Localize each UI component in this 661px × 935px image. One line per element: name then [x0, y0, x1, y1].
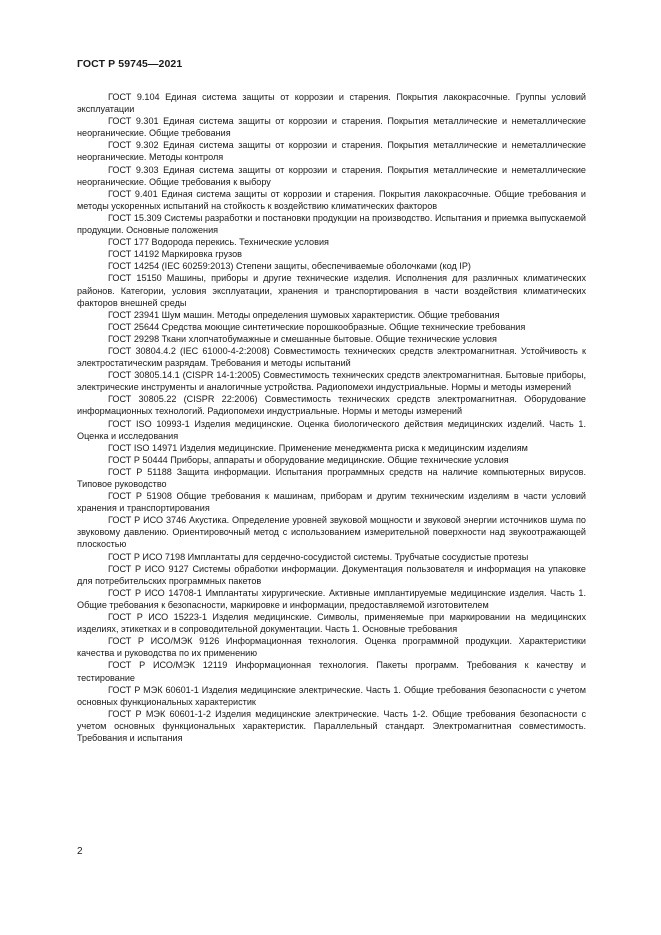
reference-item: ГОСТ Р ИСО/МЭК 9126 Информационная технология. Оценка программной продукции. Характеристики качества и руководства по их применению: [77, 636, 586, 659]
reference-item: ГОСТ 14254 (IEC 60259:2013) Степени защиты, обеспечиваемые оболочками (код IP): [108, 261, 471, 272]
reference-item: ГОСТ 29298 Ткани хлопчатобумажные и смешанные бытовые. Общие технические условия: [108, 333, 497, 344]
reference-item: ГОСТ Р ИСО 15223-1 Изделия медицинские. Символы, применяемые при маркировании на медицинских изделиях, этикетках и в сопроводительной документации. Часть 1. Основные требования: [77, 612, 586, 635]
document-header: ГОСТ Р 59745—2021: [77, 58, 183, 70]
reference-item: ГОСТ Р ИСО 9127 Системы обработки информации. Документация пользователя и информация на упаковке для потребительских программных пакетов: [77, 563, 586, 586]
page-number: 2: [77, 846, 83, 857]
reference-item: ГОСТ Р ИСО 14708-1 Имплантаты хирургические. Активные имплантируемые медицинские изделия. Часть 1. Общие требования к безопасности, маркировке и информации, предоставляемой изготовителем: [77, 587, 586, 610]
reference-item: ГОСТ Р 51908 Общие требования к машинам, приборам и другим техническим изделиям в части условий хранения и транспортирования: [77, 491, 586, 514]
reference-item: ГОСТ 30804.4.2 (IEC 61000-4-2:2008) Совместимость технических средств электромагнитная. Устойчивость к электростатическим разрядам. Требования и методы испытаний: [77, 345, 586, 369]
reference-item: ГОСТ ISO 10993-1 Изделия медицинские. Оценка биологического действия медицинских изделий. Часть 1. Оценка и исследования: [77, 418, 586, 441]
reference-item: ГОСТ Р ИСО/МЭК 12119 Информационная технология. Пакеты программ. Требования к качеству и тестирование: [77, 660, 586, 683]
reference-item: ГОСТ 177 Водорода перекись. Технические условия: [108, 237, 329, 248]
reference-item: ГОСТ 15.309 Системы разработки и постановки продукции на производство. Испытания и приемка выпускаемой продукции. Основные положения: [77, 212, 586, 236]
reference-item: ГОСТ 14192 Маркировка грузов: [108, 249, 242, 260]
reference-item: ГОСТ Р 50444 Приборы, аппараты и оборудование медицинские. Общие технические условия: [108, 454, 509, 465]
reference-item: ГОСТ Р МЭК 60601-1 Изделия медицинские электрические. Часть 1. Общие требования безопасности с учетом основных функциональных характеристик: [77, 684, 586, 707]
normative-references: [77, 91, 586, 744]
reference-item: ГОСТ 9.301 Единая система защиты от коррозии и старения. Покрытия металлические и неметаллические неорганические. Общие требования: [77, 116, 586, 139]
reference-item: ГОСТ 23941 Шум машин. Методы определения шумовых характеристик. Общие требования: [108, 309, 500, 320]
reference-item: ГОСТ Р ИСО 7198 Имплантаты для сердечно-сосудистой системы. Трубчатые сосудистые протезы: [108, 551, 529, 562]
reference-item: ГОСТ 30805.22 (CISPR 22:2006) Совместимость технических средств электромагнитная. Оборудование информационных технологий. Радиопомехи индустриальные. Нормы и методы измерений: [77, 394, 586, 417]
reference-item: ГОСТ 15150 Машины, приборы и другие технические изделия. Исполнения для различных климатических районов. Категории, условия эксплуатации, хранения и транспортирования в части воздействия климатических факторов внешней среды: [77, 273, 586, 308]
reference-item: ГОСТ 9.401 Единая система защиты от коррозии и старения. Покрытия лакокрасочные. Общие требования и методы ускоренных испытаний на стойкость к воздействию климатических факторов: [77, 188, 586, 211]
reference-item: ГОСТ 9.104 Единая система защиты от коррозии и старения. Покрытия лакокрасочные. Группы условий эксплуатации: [77, 92, 586, 115]
reference-item: ГОСТ 9.302 Единая система защиты от коррозии и старения. Покрытия металлические и неметаллические неорганические. Методы контроля: [77, 140, 586, 163]
reference-item: ГОСТ 30805.14.1 (CISPR 14-1:2005) Совместимость технических средств электромагнитная. Бытовые приборы, электрические инструменты и аналогичные устройства. Радиопомехи индустриальные. Нормы и методы измерений: [77, 370, 586, 393]
reference-item: ГОСТ ISO 14971 Изделия медицинские. Применение менеджмента риска к медицинским изделиям: [108, 442, 528, 453]
reference-item: ГОСТ 9.303 Единая система защиты от коррозии и старения. Покрытия металлические и неметаллические неорганические. Общие требования к выбору: [77, 164, 586, 187]
reference-item: ГОСТ Р ИСО 3746 Акустика. Определение уровней звуковой мощности и звуковой энергии источников шума по звуковому давлению. Ориентировочный метод с использованием измерительной поверхности над звукоотражающей плоскостью: [77, 515, 586, 550]
reference-item: ГОСТ 25644 Средства моющие синтетические порошкообразные. Общие технические требования: [108, 321, 526, 332]
reference-item: ГОСТ Р МЭК 60601-1-2 Изделия медицинские электрические. Часть 1-2. Общие требования безопасности с учетом основных функциональных характеристик. Параллельный стандарт. Электромагнитная совместимость. Требования и испытания: [77, 708, 586, 743]
reference-item: ГОСТ Р 51188 Защита информации. Испытания программных средств на наличие компьютерных вирусов. Типовое руководство: [77, 466, 586, 489]
